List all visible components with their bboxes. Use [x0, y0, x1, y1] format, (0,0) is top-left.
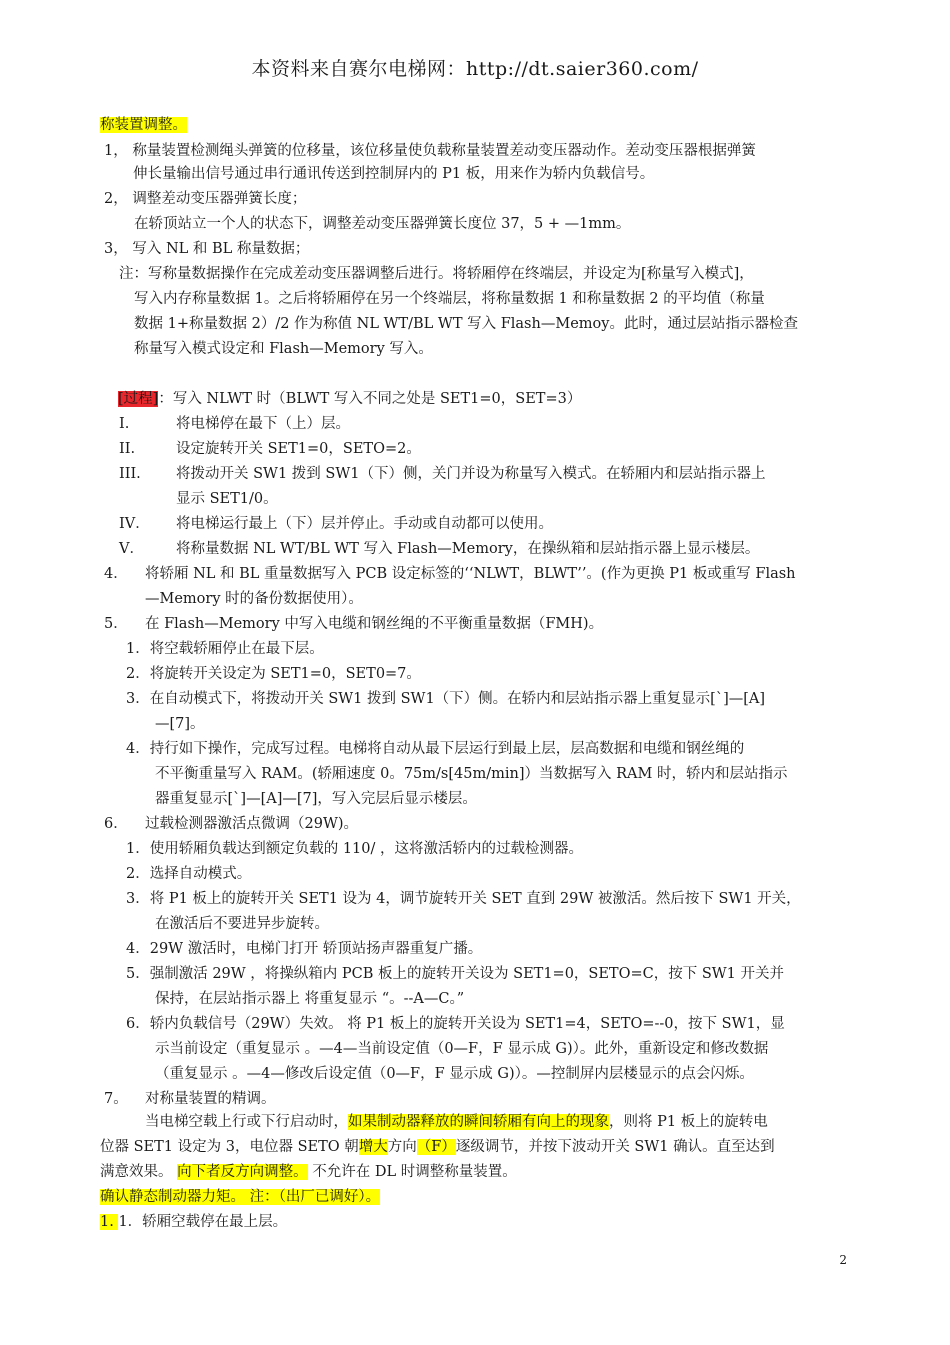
highlighted-text: [过程]	[118, 391, 159, 407]
highlighted-text: 确认静态制动器力矩。 注：（出厂已调好）。	[100, 1189, 381, 1205]
text-segment: 称量写入模式设定和 Flash—Memory 写入。	[134, 341, 433, 357]
text-line	[126, 938, 482, 960]
text-line	[126, 1013, 785, 1035]
text-line	[155, 913, 329, 935]
text-segment: 示当前设定（重复显示 。—4—当前设定值（0—F，F 显示成 G)）。此外，重新设定和修改数据	[155, 1041, 769, 1057]
text-line	[126, 863, 251, 885]
text-line	[126, 963, 784, 985]
text-line	[145, 1088, 276, 1110]
source-header: 本资料来自赛尔电梯网：http://dt.saier360.com/	[251, 58, 699, 80]
text-segment: 数据 1+称量数据 2）/2 作为称值 NL WT/BL WT 写入 Flash—Memoy。此时，通过层站指示器检查	[134, 316, 798, 332]
text-line	[145, 813, 358, 835]
text-segment: 方向	[387, 1139, 417, 1155]
text-segment: —Memory 时的备份数据使用）。	[145, 591, 363, 607]
text-segment: III.	[119, 466, 141, 482]
text-line	[119, 438, 135, 460]
text-line	[134, 213, 630, 235]
text-segment: 注：写称量数据操作在完成差动变压器调整后进行。将轿厢停在终端层，并设定为[称量写入模式]，	[119, 266, 754, 282]
text-line	[104, 238, 309, 260]
page-number: 2	[839, 1253, 847, 1267]
text-line	[145, 613, 603, 635]
highlighted-text: 如果制动器释放的瞬间轿厢有向上的现象	[348, 1114, 609, 1130]
text-segment: 对称量装置的精调。	[145, 1091, 276, 1107]
text-line	[119, 538, 144, 560]
text-segment: II.	[119, 441, 136, 457]
text-segment: 6．轿内负载信号（29W）失效。 将 P1 板上的旋转开关设为 SET1=4，SETO=--0，按下 SW1，显	[126, 1016, 785, 1032]
text-line	[104, 140, 756, 162]
text-segment: 1， 称量装置检测绳头弹簧的位移量，该位移量使负载称量装置差动变压器动作。差动变压器根据弹簧	[104, 143, 756, 159]
text-segment: 将电梯停在最下（上）层。	[176, 416, 350, 432]
text-segment: 1．轿厢空载停在最上层。	[118, 1214, 288, 1230]
text-segment: 不允许在 DL 时调整称量装置。	[307, 1164, 517, 1180]
text-segment: 不平衡重量写入 RAM。(轿厢速度 0。75m/s[45m/min]）当数据写入 RAM 时，轿内和层站指示	[155, 766, 788, 782]
text-line	[176, 463, 765, 485]
text-line	[134, 338, 433, 360]
text-segment: ：写入 NLWT 时（BLWT 写入不同之处是 SET1=0，SET=3）	[158, 391, 582, 407]
text-line	[133, 163, 654, 185]
text-line	[145, 563, 796, 585]
text-line	[118, 388, 581, 410]
text-line	[155, 788, 477, 810]
text-segment: 3， 写入 NL 和 BL 称量数据；	[104, 241, 310, 257]
text-segment: 将拨动开关 SW1 拨到 SW1（下）侧，关门并设为称量写入模式。在轿厢内和层站指示器上	[176, 466, 766, 482]
text-line	[134, 313, 798, 335]
text-line	[126, 663, 421, 685]
text-line	[155, 988, 464, 1010]
text-segment: 7。	[104, 1091, 128, 1107]
text-segment: 过载检测器激活点微调（29W)。	[145, 816, 359, 832]
text-segment: 将轿厢 NL 和 BL 重量数据写入 PCB 设定标签的‘‘NLWT，BLWT’’。(作为更换 P1 板或重写 Flash	[145, 566, 796, 582]
text-line	[176, 538, 759, 560]
text-segment: 3．将 P1 板上的旋转开关 SET1 设为 4，调节旋转开关 SET 直到 29W 被激活。然后按下 SW1 开关，	[126, 891, 801, 907]
highlighted-text: 称装置调整。	[100, 117, 187, 133]
text-line	[155, 1038, 768, 1060]
text-line	[126, 738, 744, 760]
text-line	[100, 1136, 775, 1158]
text-segment: 1．使用轿厢负载达到额定负载的 110/ ，这将激活轿内的过载检测器。	[126, 841, 584, 857]
text-line	[145, 1111, 768, 1133]
text-line	[145, 588, 363, 610]
text-line	[176, 488, 278, 510]
text-line	[100, 1186, 380, 1208]
text-segment: 写入内存称量数据 1。之后将轿厢停在另一个终端层，将称量数据 1 和称量数据 2 的平均值（称量	[134, 291, 765, 307]
text-segment: 将称量数据 NL WT/BL WT 写入 Flash—Memory，在操纵箱和层站指示器上显示楼层。	[176, 541, 760, 557]
text-line	[134, 288, 765, 310]
text-segment: 满意效果。	[100, 1164, 178, 1180]
text-line	[100, 1161, 517, 1183]
text-segment: （重复显示 。—4—修改后设定值（0—F，F 显示成 G)）。—控制屏内层楼显示的点会闪烁。	[155, 1066, 754, 1082]
text-segment: 5．强制激活 29W ，将操纵箱内 PCB 板上的旋转开关设为 SET1=0，SETO=C，按下 SW1 开关并	[126, 966, 785, 982]
text-segment: 在 Flash—Memory 中写入电缆和钢丝绳的不平衡重量数据（FMH)。	[145, 616, 604, 632]
text-segment: 在激活后不要进异步旋转。	[155, 916, 329, 932]
text-line	[155, 1063, 754, 1085]
text-segment: 保持，在层站指示器上 将重复显示 “。--A—C。”	[155, 991, 465, 1007]
text-segment: 6．	[104, 816, 128, 832]
text-line	[176, 413, 350, 435]
text-segment: 在轿顶站立一个人的状态下，调整差动变压器弹簧长度位 37，5 + —1mm。	[134, 216, 631, 232]
text-line	[104, 613, 128, 635]
text-line	[119, 413, 129, 435]
text-segment: 逐级调节，并按下波动开关 SW1 确认。直至达到	[455, 1139, 775, 1155]
text-segment: IV．	[119, 516, 150, 532]
text-segment: 将电梯运行最上（下）层并停止。手动或自动都可以使用。	[176, 516, 553, 532]
text-segment: 显示 SET1/0。	[176, 491, 278, 507]
highlighted-text: 向下者反方向调整。	[177, 1164, 308, 1180]
text-line	[104, 188, 306, 210]
text-line	[126, 838, 583, 860]
text-segment: 设定旋转开关 SET1=0，SETO=2。	[176, 441, 421, 457]
text-segment: 2．选择自动模式。	[126, 866, 252, 882]
text-segment: 伸长量输出信号通过串行通讯传送到控制屏内的 P1 板，用来作为轿内负载信号。	[133, 166, 655, 182]
text-line	[119, 513, 150, 535]
text-segment: 2．将旋转开关设定为 SET1=0，SET0=7。	[126, 666, 421, 682]
text-segment: 器重复显示[`]—[A]—[7]，写入完层后显示楼层。	[155, 791, 477, 807]
text-segment: 3．在自动模式下，将拨动开关 SW1 拨到 SW1（下）侧。在轿内和层站指示器上重复显示[`]—[A]	[126, 691, 766, 707]
highlighted-text: 增大	[358, 1139, 388, 1155]
text-segment: 5．	[104, 616, 128, 632]
text-line	[104, 1088, 128, 1110]
text-line	[100, 1211, 287, 1233]
text-line	[126, 638, 324, 660]
text-line	[119, 463, 141, 485]
text-segment: V．	[119, 541, 144, 557]
text-line	[155, 713, 205, 735]
text-line	[126, 888, 801, 910]
text-segment: 4．持行如下操作，完成写过程。电梯将自动从最下层运行到最上层，层高数据和电缆和钢丝绳的	[126, 741, 745, 757]
text-line	[104, 563, 128, 585]
text-segment: 4．29W 激活时，电梯门打开 轿顶站扬声器重复广播。	[126, 941, 483, 957]
text-segment: 位器 SET1 设定为 3，电位器 SETO 朝	[100, 1139, 359, 1155]
text-line	[176, 513, 553, 535]
text-line	[155, 763, 787, 785]
text-line	[100, 114, 187, 136]
text-line	[176, 438, 421, 460]
highlighted-text: 1.	[100, 1214, 119, 1230]
text-line	[119, 263, 754, 285]
text-segment: 4．	[104, 566, 128, 582]
text-segment: I.	[119, 416, 130, 432]
text-segment: 2， 调整差动变压器弹簧长度；	[104, 191, 307, 207]
text-line	[104, 813, 128, 835]
text-line	[126, 688, 765, 710]
highlighted-text: （F）	[416, 1139, 456, 1155]
text-segment: 当电梯空载上行或下行启动时，	[145, 1114, 348, 1130]
text-segment: ，则将 P1 板上的旋转电	[609, 1114, 768, 1130]
text-segment: 1．将空载轿厢停止在最下层。	[126, 641, 324, 657]
text-segment: —[7]。	[155, 716, 205, 732]
